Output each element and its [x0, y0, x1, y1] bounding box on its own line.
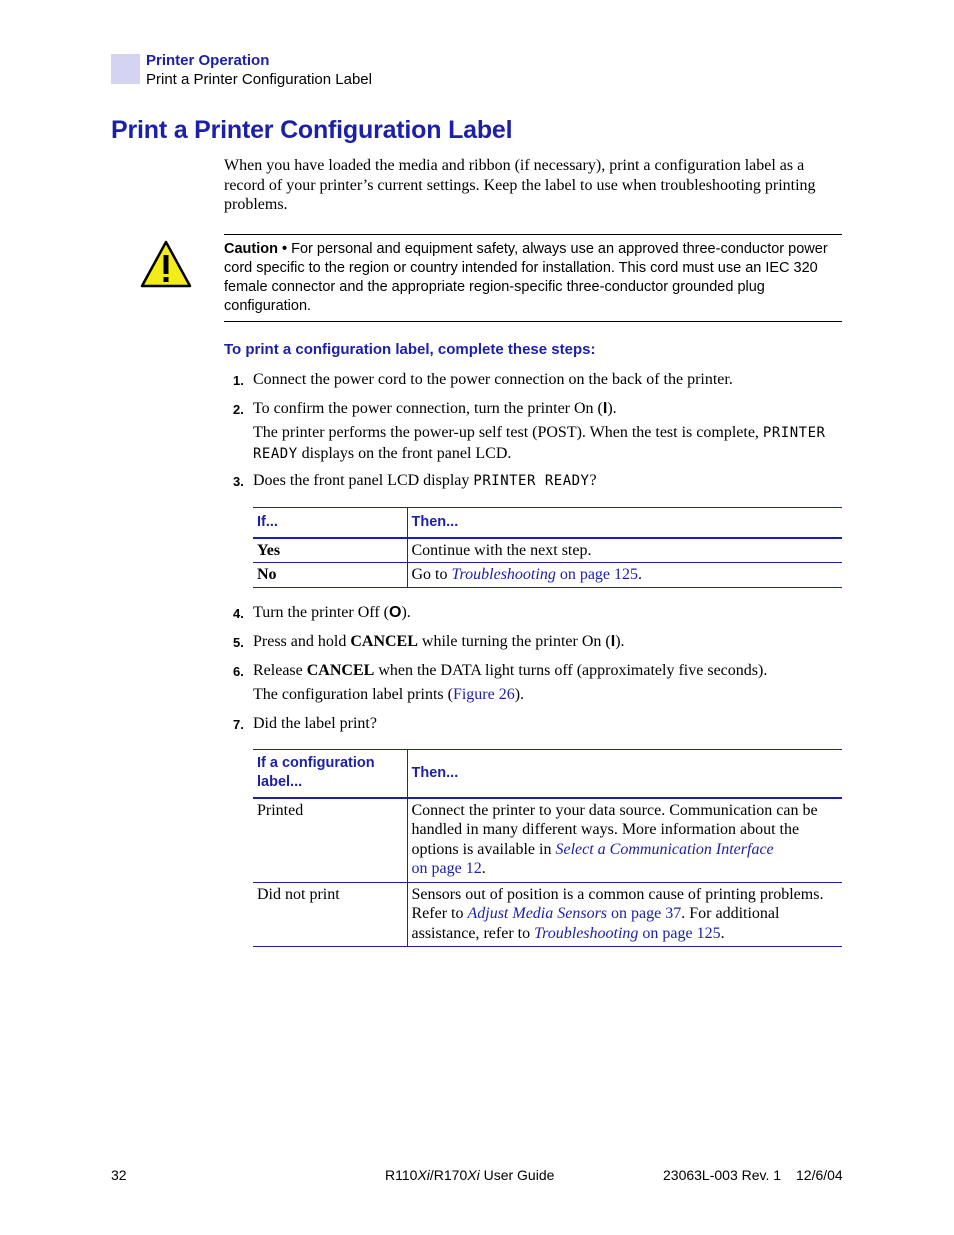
step-number: 1. [233, 373, 244, 388]
power-on-symbol: I [610, 633, 616, 650]
step-1-text: Connect the power cord to the power connection on the back of the printer. [253, 371, 733, 388]
column-header-if: If a configuration label... [253, 750, 407, 798]
warning-triangle-icon [140, 240, 192, 288]
header-color-block [111, 54, 140, 84]
adjust-media-sensors-link[interactable] [467, 905, 681, 922]
step-6-detail [253, 685, 843, 705]
lcd-message: PRINTER READY [473, 473, 590, 489]
cell-text: . [720, 924, 725, 942]
table-cell-if: No [253, 563, 407, 588]
link-title: Troubleshooting [534, 924, 639, 942]
link-page: on page 125 [555, 566, 639, 583]
cell-text: . For additional assistance, refer to [411, 905, 780, 942]
cancel-key: CANCEL [350, 633, 418, 650]
column-header-then: Then... [411, 765, 459, 782]
step-2-post: ). [607, 400, 617, 417]
column-header-if: If... [253, 508, 407, 538]
power-off-symbol: O [388, 604, 402, 621]
link-page: on page 12 [411, 860, 482, 877]
table-cell-then [407, 563, 842, 588]
caution-label: Caution • [224, 241, 288, 257]
caution-body: For personal and equipment safety, always use an approved three-conductor power cord specific to the region or country intended for installation. This cord must use an IEC 320 female connector and the appropriate region-specific three-conductor grounded plug configuration. [224, 241, 828, 314]
step-2-detail [253, 423, 843, 464]
table-cell-then: Continue with the next step. [411, 541, 592, 559]
step-3-text [253, 471, 843, 492]
intro-paragraph: When you have loaded the media and ribbon (if necessary), print a configuration label as a record of your printer’s current settings. Keep the label to use when troubleshooting printing problems. [224, 157, 816, 213]
table-row [253, 798, 842, 883]
step-3-pre: Does the front panel LCD display [253, 472, 474, 489]
footer-document-id: 23063L-003 Rev. 1 [663, 1167, 782, 1183]
guide-label: User Guide [479, 1167, 555, 1183]
table-cell-then [407, 798, 842, 883]
step-6-detail-post: ). [514, 686, 525, 703]
lcd-message: PRINTER READY [253, 425, 826, 462]
troubleshooting-link[interactable] [452, 566, 639, 583]
link-title: Adjust Media Sensors [467, 905, 608, 922]
step-7-text: Did the label print? [253, 715, 377, 732]
step-2-detail-pre: The printer performs the power-up self test (POST). When the test is complete, [253, 424, 763, 441]
procedure-heading: To print a configuration label, complete these steps: [224, 341, 596, 358]
step-4-post: ). [401, 604, 411, 621]
table-cell-if: Did not print [253, 882, 407, 947]
table-row [253, 882, 842, 947]
header-subsection: Print a Printer Configuration Label [146, 71, 372, 88]
step-5-text [253, 632, 843, 652]
step-4-pre: Turn the printer Off ( [253, 604, 389, 621]
cell-text: . [481, 860, 486, 877]
table-cell-then [407, 882, 842, 947]
troubleshooting-link[interactable] [534, 925, 721, 942]
link-title: Troubleshooting [451, 566, 556, 583]
step-number: 2. [233, 402, 244, 417]
guide-model-1: R110 [385, 1167, 418, 1183]
cell-text: Go to [411, 566, 452, 583]
step-5-mid: while turning the printer On ( [417, 633, 611, 650]
cell-text: Connect the printer to your data source. Communication can be handled in many different ways. More information about the options is available in [411, 801, 818, 858]
table-row [253, 538, 842, 563]
cancel-key: CANCEL [306, 662, 375, 679]
cell-text: Sensors out of position is a common cause of printing problems. Refer to [411, 885, 824, 922]
step-3-post: ? [589, 472, 597, 489]
step-number: 4. [233, 606, 244, 621]
decision-table-1 [253, 507, 842, 588]
cell-text: . [638, 566, 643, 583]
step-5-pre: Press and hold [253, 633, 351, 650]
page-title: Print a Printer Configuration Label [111, 116, 513, 144]
step-4-text [253, 603, 843, 623]
guide-model-1-suffix: Xi [417, 1167, 430, 1183]
step-2-pre: To confirm the power connection, turn the printer On ( [253, 400, 603, 417]
step-6-post: when the DATA light turns off (approximately five seconds). [374, 662, 768, 679]
step-6-pre: Release [253, 662, 307, 679]
step-number: 6. [233, 664, 244, 679]
table-header-row [253, 508, 842, 538]
step-number: 3. [233, 474, 244, 489]
footer-guide-title [385, 1167, 554, 1183]
caution-top-rule [224, 234, 842, 235]
step-number: 7. [233, 717, 244, 732]
figure-26-link[interactable]: Figure 26 [452, 686, 515, 703]
table-cell-if: Yes [253, 538, 407, 563]
decision-table-2 [253, 749, 842, 947]
table-row [253, 563, 842, 588]
step-2-text [253, 399, 843, 419]
column-header-then: Then... [411, 514, 459, 531]
link-page: on page 37 [607, 905, 682, 922]
table-header-row [253, 750, 842, 798]
guide-model-2: /R170 [429, 1167, 468, 1183]
header-section: Printer Operation [146, 52, 270, 69]
step-6-detail-pre: The configuration label prints ( [253, 686, 453, 703]
step-number: 5. [233, 635, 244, 650]
step-5-post: ). [615, 633, 625, 650]
link-title: Select a Communication Interface [555, 840, 774, 858]
link-page: on page 125 [638, 924, 721, 942]
footer-date: 12/6/04 [796, 1167, 843, 1183]
power-on-symbol: I [602, 400, 608, 417]
guide-model-2-suffix: Xi [467, 1167, 480, 1183]
page-number: 32 [111, 1167, 127, 1183]
caution-note [224, 240, 839, 316]
step-6-text [253, 661, 843, 681]
step-2-detail-post: displays on the front panel LCD. [297, 444, 512, 462]
caution-bottom-rule [224, 321, 842, 322]
table-cell-if: Printed [253, 798, 407, 883]
